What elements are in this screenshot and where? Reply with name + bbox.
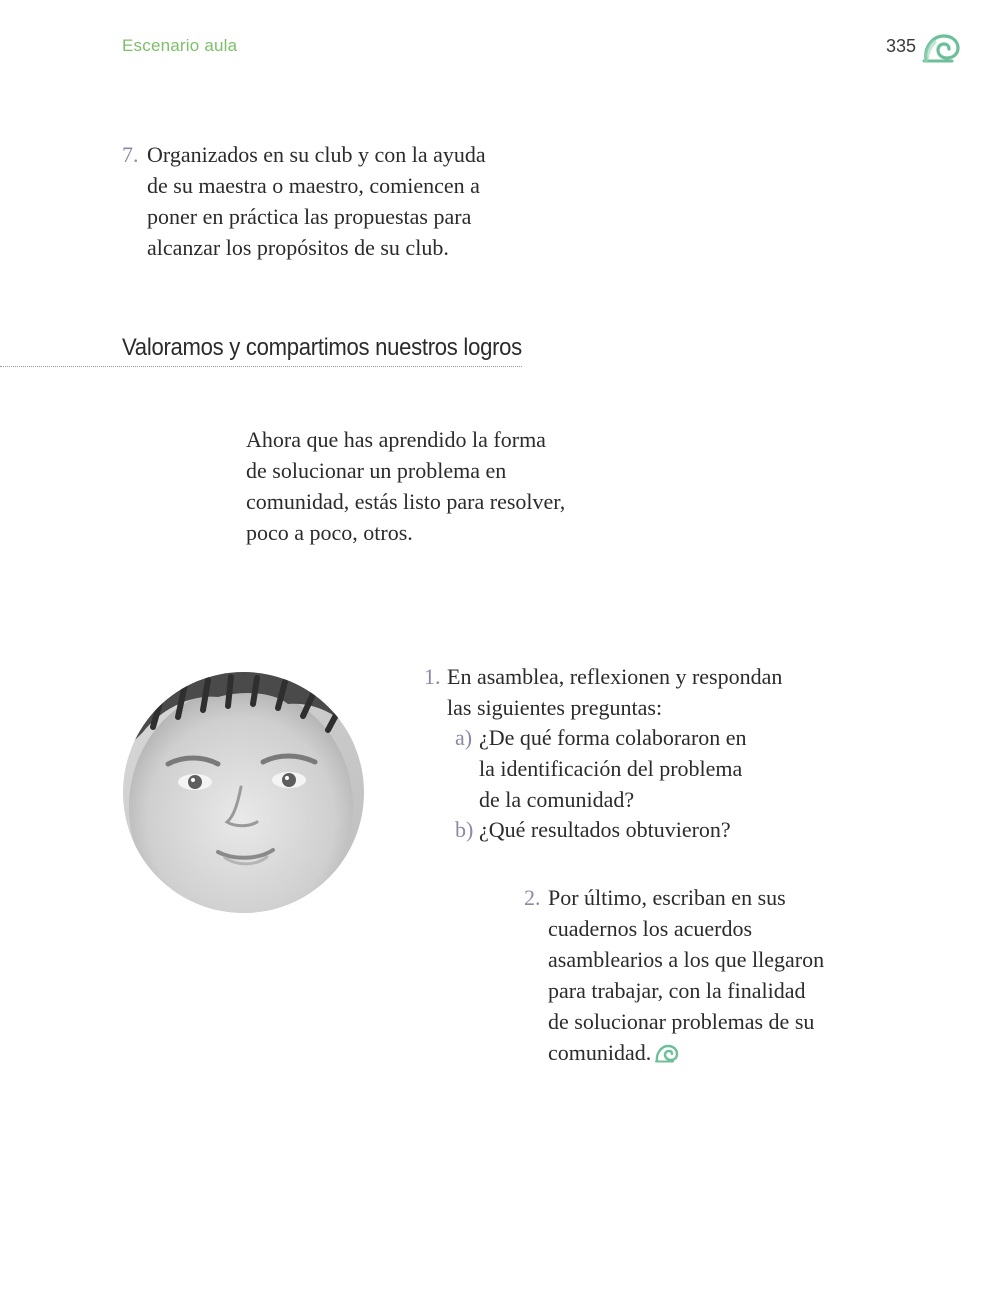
intro-paragraph bbox=[246, 424, 565, 548]
text-line: Por último, escriban en sus bbox=[548, 885, 786, 910]
text-line: Organizados en su club y con la ayuda bbox=[147, 142, 486, 167]
question-text bbox=[479, 814, 731, 845]
text-line: En asamblea, reflexionen y respondan bbox=[447, 664, 783, 689]
text-line: de solucionar problemas de su bbox=[548, 1009, 815, 1034]
text-line: Ahora que has aprendido la forma bbox=[246, 427, 546, 452]
text-line: cuadernos los acuerdos bbox=[548, 916, 753, 941]
spiral-snail-icon bbox=[922, 30, 960, 64]
item-number: 7. bbox=[122, 142, 139, 167]
text-line: ¿Qué resultados obtuvieron? bbox=[479, 817, 731, 842]
page-number: 335 bbox=[886, 36, 917, 56]
text-line: comunidad, estás listo para resolver, bbox=[246, 489, 566, 514]
text-line: de solucionar un problema en bbox=[246, 458, 507, 483]
sub-label: a) bbox=[455, 725, 473, 750]
text-line: poco a poco, otros. bbox=[246, 520, 413, 545]
text-line: la identificación del problema bbox=[479, 756, 743, 781]
section-title: Valoramos y compartimos nuestros logros bbox=[122, 334, 522, 361]
item-text bbox=[147, 139, 486, 263]
sub-label: b) bbox=[455, 817, 474, 842]
text-line: de su maestra o maestro, comiencen a bbox=[147, 173, 480, 198]
item-number: 1. bbox=[424, 664, 441, 689]
text-line: para trabajar, con la finalidad bbox=[548, 978, 806, 1003]
item-text bbox=[447, 661, 782, 723]
text-line: poner en práctica las propuestas para bbox=[147, 204, 472, 229]
text-line: de la comunidad? bbox=[479, 787, 635, 812]
boy-portrait-image bbox=[123, 672, 364, 913]
question-text bbox=[479, 722, 747, 815]
portrait-illustration bbox=[123, 672, 364, 913]
section-divider bbox=[0, 366, 522, 367]
item-number: 2. bbox=[524, 885, 541, 910]
text-line: las siguientes preguntas: bbox=[447, 695, 663, 720]
text-line: ¿De qué forma colaboraron en bbox=[479, 725, 747, 750]
item-text bbox=[548, 882, 824, 1068]
section-header: Escenario aula bbox=[122, 36, 238, 55]
text-line: alcanzar los propósitos de su club. bbox=[147, 235, 449, 260]
text-line-content: comunidad. bbox=[548, 1040, 652, 1065]
spiral-snail-icon bbox=[655, 1043, 679, 1063]
text-line-last bbox=[548, 1037, 824, 1068]
text-line: asamblearios a los que llegaron bbox=[548, 947, 825, 972]
